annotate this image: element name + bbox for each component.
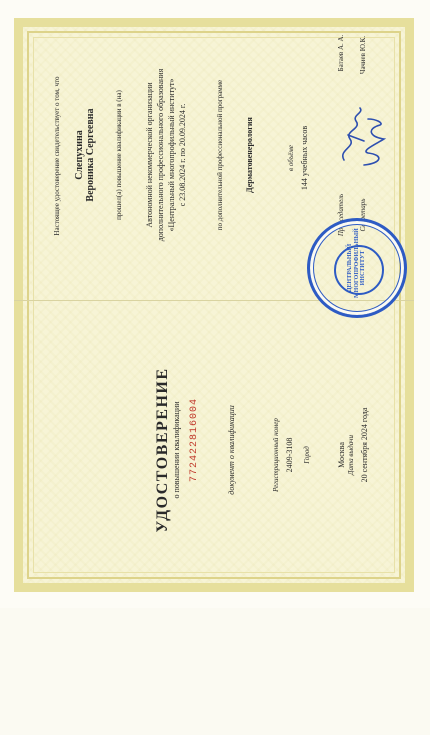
recipient-first-names: Вероника Сергеевна (85, 108, 96, 202)
organization-line-1: Автономной некоммерческой организации (145, 82, 154, 228)
passed-text: прошел(а) повышение квалификации в (на) (115, 90, 123, 220)
stamp-text: ЦЕНТРАЛЬНЫЙ МНОГОПРОФИЛЬНЫЙ ИНСТИТУТ (347, 228, 367, 298)
program-intro: по дополнительной профессиональной программе (216, 79, 224, 231)
study-hours: 144 учебных часов (300, 125, 309, 191)
volume-label: в объёме (287, 145, 295, 171)
chair-name: Батаев А. А. (337, 34, 345, 72)
intro-text: Настоящее удостоверение свидетельствует о том, что (53, 76, 61, 236)
secretary-name: Чачиев Ю.К. (359, 35, 367, 75)
training-period: с 23.08.2024 г. по 20.09.2024 г. (178, 103, 187, 207)
secretary-signature (358, 115, 390, 171)
secretary-label: Секретарь (359, 198, 367, 232)
serial-number: 772422816004 (189, 398, 200, 483)
organization-line-2: дополнительного профессионального образования (156, 68, 165, 242)
registration-label: Регистрационный номер (272, 418, 280, 492)
city-label: Город (303, 446, 311, 464)
issue-date: 20 сентября 2024 года (360, 407, 369, 483)
chair-label: Председатель (337, 193, 345, 237)
certificate-subtitle: о повышении квалификации (172, 401, 181, 499)
issue-date-label: Дата выдачи (347, 435, 355, 475)
program-name: Дерматовенерология (245, 117, 254, 193)
organization-line-3: «Центральный многопрофильный институт» (167, 78, 176, 232)
recipient-surname: Слепухина (74, 130, 85, 180)
registration-number: 2409-3108 (285, 437, 294, 473)
city: Москва (337, 442, 346, 468)
certificate-title: УДОСТОВЕРЕНИЕ (154, 367, 171, 533)
institute-stamp (307, 218, 407, 318)
document-type: документ о квалификации (227, 405, 236, 495)
